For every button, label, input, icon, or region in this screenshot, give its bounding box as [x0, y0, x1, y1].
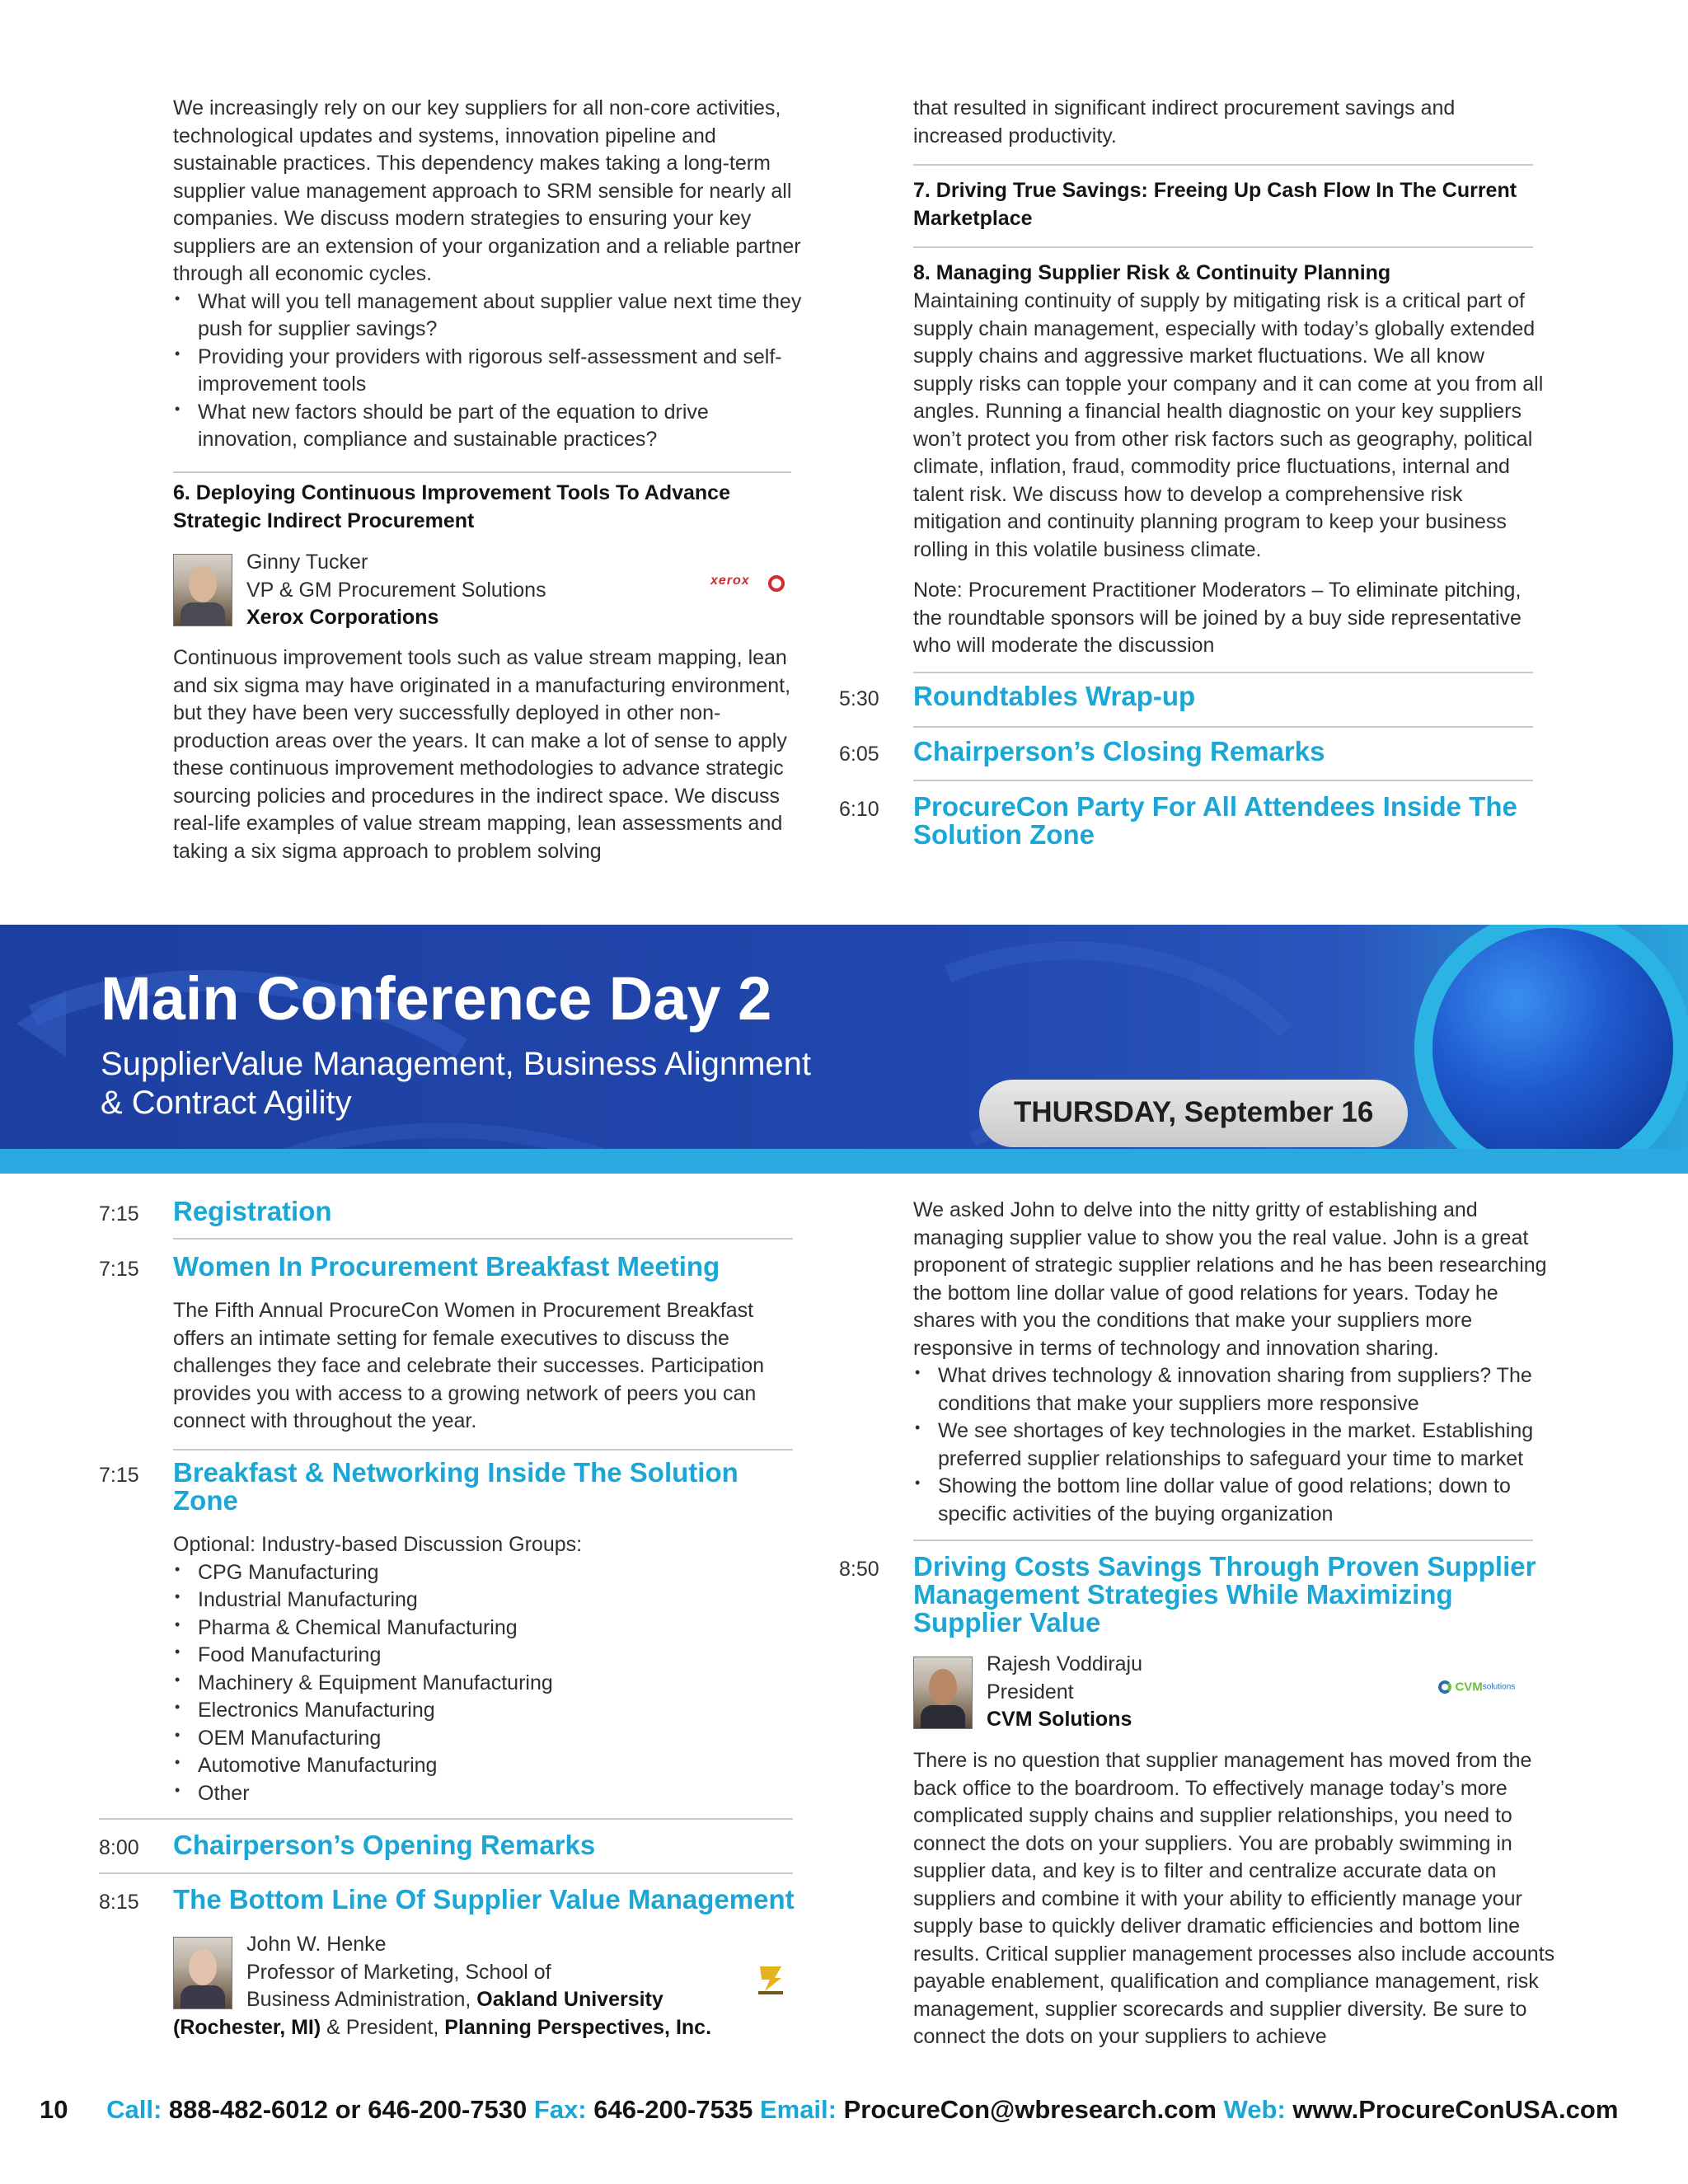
henke-session-description — [913, 1197, 1556, 1528]
women-breakfast-body: The Fifth Annual ProcureCon Women in Procurement Breakfast offers an intimate setting for female executives to discuss the challenges they face and celebrate their successes. Participation provides you with access to a growing network of peers you can connect with throughout the year. — [173, 1299, 765, 1432]
session-roundtables-wrap-up — [839, 682, 1548, 719]
intro-bullet-list — [173, 288, 808, 454]
list-item: • Industrial Manufacturing — [173, 1586, 799, 1615]
list-item: • Machinery & Equipment Manufacturing — [173, 1670, 799, 1698]
divider — [913, 1540, 1533, 1541]
divider — [913, 726, 1533, 728]
list-item: • We see shortages of key technologies in the market. Establishing preferred supplier relationships to safeguard your time to market — [913, 1418, 1556, 1473]
session-time: 5:30 — [839, 687, 879, 710]
banner-subtitle-line1: SupplierValue Management, Business Alignment — [101, 1046, 811, 1082]
session-title: Women In Procurement Breakfast Meeting — [173, 1251, 720, 1282]
session-driving-costs-savings — [839, 1553, 1564, 1645]
list-item: • Food Manufacturing — [173, 1642, 799, 1670]
divider — [913, 780, 1533, 781]
session-title: Registration — [173, 1196, 332, 1226]
item8-body: Maintaining continuity of supply by mitigating risk is a critical part of supply chain management, especially with today’s globally extended supply chains and aggressive market fluctuations. We all know supply risks can topple your company and it can come at you from all angles. Running a financial health diagnostic on your key suppliers won’t protect you from other risk factors such as geography, political climate, inflation, fraud, commodity price fluctuations, internal and talent risk. We discuss how to develop a comprehensive risk mitigation and continuity planning program to keep your business rolling in this volatile business climate. — [913, 289, 1544, 561]
speaker-photo-ginny-tucker — [173, 554, 232, 626]
optional-label: Optional: Industry-based Discussion Groups: — [173, 1533, 583, 1556]
fax-number: 646-200-7535 — [593, 2095, 753, 2124]
email-link[interactable]: ProcureCon@wbresearch.com — [843, 2095, 1217, 2124]
speaker-org-location: (Rochester, MI) — [173, 2016, 321, 2039]
email-label: Email: — [759, 2095, 837, 2124]
fax-label: Fax: — [533, 2095, 587, 2124]
session-title: Breakfast & Networking Inside The Solution Zone — [173, 1457, 738, 1516]
call-number[interactable]: 888-482-6012 or 646-200-7530 — [168, 2095, 528, 2124]
list-item: • Electronics Manufacturing — [173, 1697, 799, 1725]
discussion-groups — [173, 1531, 799, 1807]
speaker-photo-rajesh-voddiraju — [913, 1657, 973, 1729]
list-item: • Showing the bottom line dollar value of good relations; down to specific activities of the buying organization — [913, 1473, 1556, 1528]
cvm-solutions-logo — [1438, 1680, 1537, 1699]
divider — [99, 1872, 793, 1874]
banner-stripe — [0, 1149, 1688, 1174]
item7-title: 7. Driving True Savings: Freeing Up Cash Flow In The Current Marketplace — [913, 179, 1517, 230]
banner-title: Main Conference Day 2 — [101, 964, 772, 1033]
discussion-group-list — [173, 1559, 799, 1808]
speaker-company: CVM Solutions — [987, 1708, 1132, 1731]
list-item: • What will you tell management about supplier value next time they push for supplier savings? — [173, 288, 808, 344]
divider — [913, 246, 1533, 248]
web-link[interactable]: www.ProcureConUSA.com — [1292, 2095, 1619, 2124]
session-time: 6:05 — [839, 743, 879, 766]
list-item: • OEM Manufacturing — [173, 1725, 799, 1753]
list-item: • CPG Manufacturing — [173, 1559, 799, 1587]
session-time: 8:00 — [99, 1836, 139, 1859]
session-title: Chairperson’s Opening Remarks — [173, 1830, 596, 1860]
list-item: • Automotive Manufacturing — [173, 1752, 799, 1780]
banner-subtitle-line2: & Contract Agility — [101, 1085, 352, 1121]
speaker-company: Xerox Corporations — [246, 606, 439, 629]
session-bottom-line — [99, 1886, 824, 1922]
session-time: 7:15 — [99, 1258, 139, 1281]
speaker-name: Rajesh Voddiraju — [987, 1652, 1143, 1675]
speaker-affiliation-line — [173, 2014, 832, 2042]
session-registration — [99, 1197, 808, 1234]
oakland-university-logo — [757, 1961, 785, 1996]
page-number: 10 — [40, 2095, 68, 2124]
banner-subtitle — [101, 1045, 811, 1122]
session-title: Chairperson’s Closing Remarks — [913, 736, 1325, 766]
top-left-column — [173, 95, 808, 454]
speaker-block-henke — [246, 1931, 741, 2014]
list-item: • Other — [173, 1780, 799, 1808]
divider — [913, 672, 1533, 673]
session-title: ProcureCon Party For All Attendees Inside The Solution Zone — [913, 791, 1517, 850]
speaker-org: Oakland University — [476, 1988, 663, 2011]
speaker-role-line2 — [246, 1986, 741, 2014]
speaker-name: Ginny Tucker — [246, 551, 368, 574]
divider — [173, 1449, 793, 1451]
xerox-logo: xerox — [710, 574, 785, 593]
session-title: The Bottom Line Of Supplier Value Management — [173, 1884, 795, 1915]
speaker-mid-text: & President, — [321, 2016, 445, 2039]
cvm-logo-subtext: solutions — [1482, 1682, 1516, 1692]
session-opening-remarks — [99, 1831, 808, 1868]
session-title: Driving Costs Savings Through Proven Supplier Management Strategies While Maximizing Supplier Value — [913, 1551, 1536, 1638]
session-title: Roundtables Wrap-up — [913, 681, 1196, 711]
speaker-name: John W. Henke — [246, 1933, 387, 1956]
footer-contact-bar — [40, 2095, 1655, 2125]
web-label: Web: — [1223, 2095, 1286, 2124]
list-item: • Pharma & Chemical Manufacturing — [173, 1615, 799, 1643]
speaker-block — [246, 549, 675, 632]
globe-graphic — [1432, 928, 1673, 1169]
session-time: 8:15 — [99, 1891, 139, 1914]
session-time: 7:15 — [99, 1464, 139, 1487]
henke-bullet-list — [913, 1362, 1556, 1528]
divider — [173, 1238, 793, 1240]
list-item: • Providing your providers with rigorous self-assessment and self-improvement tools — [173, 344, 808, 399]
moderator-note: Note: Procurement Practitioner Moderators – To eliminate pitching, the roundtable sponsors will be joined by a buy side representative who will moderate the discussion — [913, 579, 1522, 657]
session-closing-remarks — [839, 738, 1548, 774]
speaker-photo-john-henke — [173, 1937, 232, 2009]
speaker-role: VP & GM Procurement Solutions — [246, 578, 546, 602]
speaker-role-text: Business Administration, — [246, 1988, 477, 2011]
divider — [173, 471, 791, 473]
session-time: 8:50 — [839, 1558, 879, 1581]
item8-title: 8. Managing Supplier Risk & Continuity Planning — [913, 261, 1391, 284]
continued-paragraph: that resulted in significant indirect procurement savings and increased productivity. — [913, 96, 1456, 148]
session-procurecon-party — [839, 793, 1548, 859]
intro-paragraph: We increasingly rely on our key suppliers for all non-core activities, technological updates and systems, innovation pipeline and sustainable practices. This dependency makes taking a long-term supplier value management approach to SRM sensible for nearly all companies. We discuss modern strategies to ensuring your key suppliers are an extension of your organization and a reliable partner through all economic cycles. — [173, 96, 801, 285]
divider — [99, 1818, 793, 1820]
item6-body: Continuous improvement tools such as value stream mapping, lean and six sigma may have originated in a manufacturing environment, but they have been very successfully deployed in other non-production areas over the years. It can make a lot of sense to apply these continuous improvement methodologies to advance strategic sourcing policies and procedures in the indirect space. We discuss real-life examples of value stream mapping, lean assessments and taking a six sigma approach to problem solving — [173, 646, 791, 863]
speaker-role: Professor of Marketing, School of — [246, 1960, 551, 1984]
session-time: 7:15 — [99, 1202, 139, 1226]
call-label: Call: — [106, 2095, 162, 2124]
session-time: 6:10 — [839, 798, 879, 821]
date-label: THURSDAY, September 16 — [1014, 1096, 1374, 1128]
intro-paragraph: We asked John to delve into the nitty gritty of establishing and managing supplier value to show you the real value. John is a great proponent of strategic supplier relations and he has been researching the bottom line dollar value of good relations for years. Today he shares with you the conditions that make your suppliers more responsive in terms of technology and innovation sharing. — [913, 1198, 1547, 1360]
divider — [913, 164, 1533, 166]
list-item: • What new factors should be part of the equation to drive innovation, compliance and sustainable practices? — [173, 399, 808, 454]
speaker-org-company: Planning Perspectives, Inc. — [444, 2016, 712, 2039]
cvm-session-body: There is no question that supplier management has moved from the back office to the boardroom. To effectively manage today’s more complicated supply chains and supplier relationships, you need to connect the dots on your suppliers. You are probably swimming in supplier data, and key is to filter and centralize accurate data on suppliers and combine it with your ability to efficiently manage your supply base to quickly deliver dramatic efficiencies and bottom line results. Critical supplier management processes also include accounts payable enablement, qualification and compliance management, risk management, supplier scorecards and supplier diversity. Be sure to connect the dots on your suppliers to achieve — [913, 1749, 1555, 2048]
day2-banner — [0, 925, 1688, 1174]
speaker-role: President — [987, 1680, 1074, 1704]
item6-title: 6. Deploying Continuous Improvement Tools To Advance Strategic Indirect Procurement — [173, 481, 730, 532]
list-item: • What drives technology & innovation sharing from suppliers? The conditions that make your suppliers more responsive — [913, 1362, 1556, 1418]
session-breakfast-networking — [99, 1459, 808, 1525]
speaker-block-voddiraju — [987, 1651, 1415, 1734]
cvm-logo-text: CVM — [1455, 1680, 1483, 1694]
session-women-in-procurement — [99, 1253, 808, 1289]
